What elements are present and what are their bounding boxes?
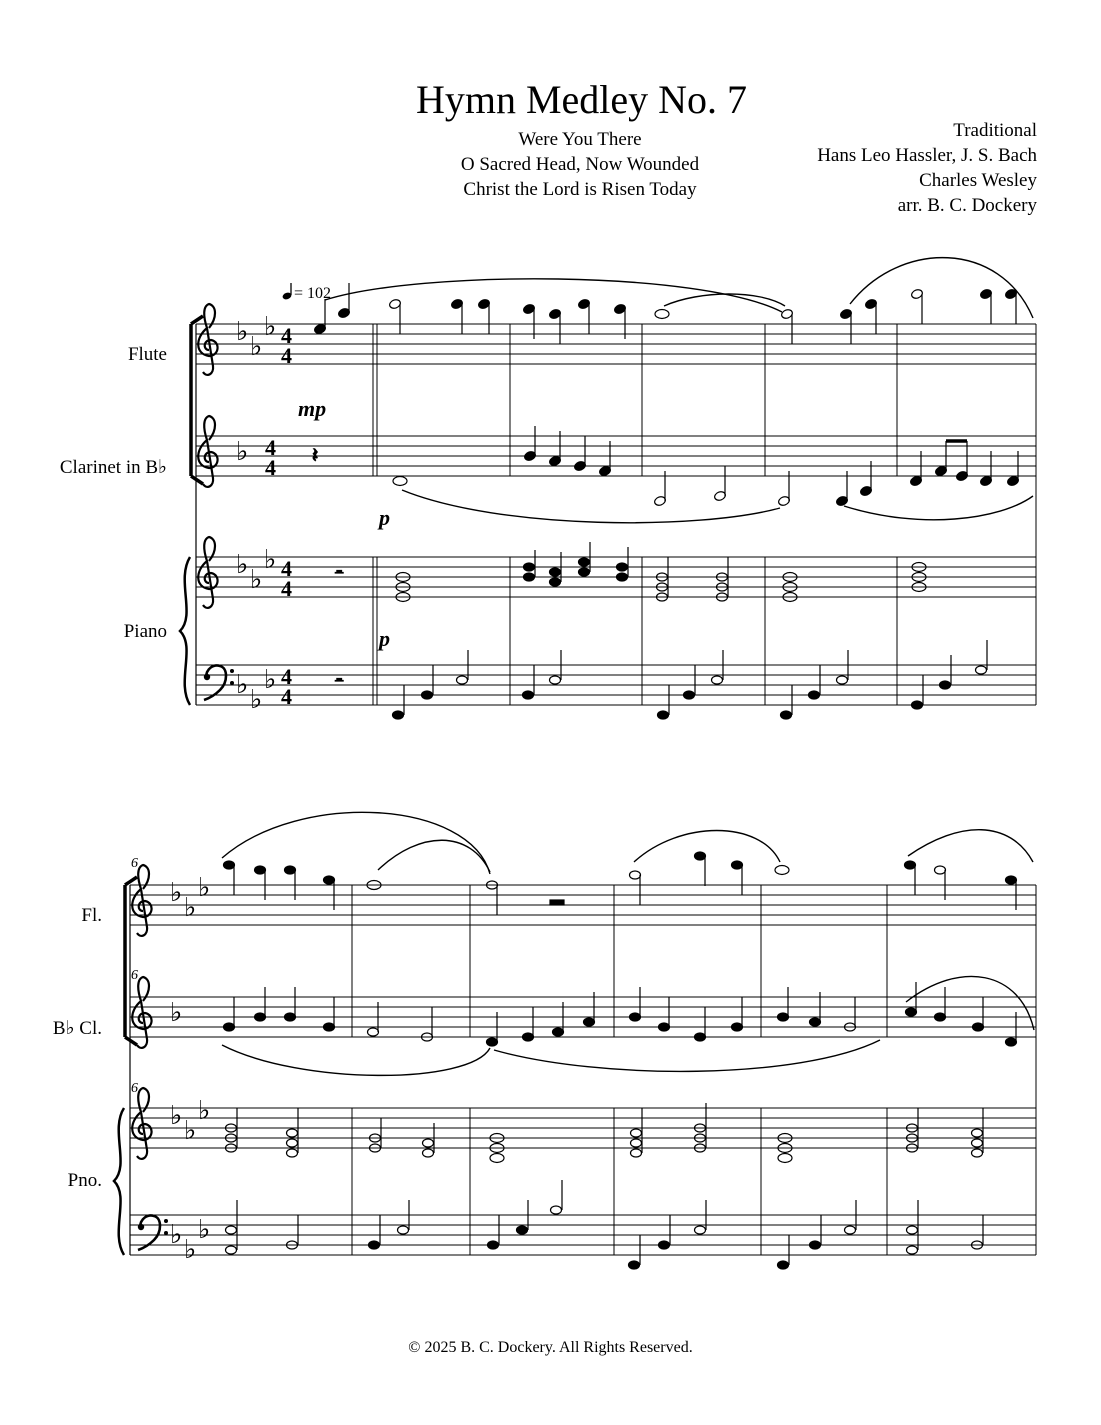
- svg-text:4: 4: [265, 435, 276, 460]
- svg-text:♭: ♭: [170, 878, 183, 907]
- svg-text:♭: ♭: [236, 317, 249, 346]
- svg-text:4: 4: [281, 576, 292, 601]
- svg-text:♭: ♭: [170, 1101, 183, 1130]
- svg-text:♭: ♭: [236, 670, 249, 699]
- system-2: [114, 812, 1036, 1269]
- instrument-label-flute-short: Fl.: [81, 905, 102, 926]
- dynamic-mark-clarinet: p: [379, 505, 390, 530]
- svg-text:♭: ♭: [250, 332, 263, 361]
- svg-text:♭: ♭: [250, 685, 263, 714]
- measure-number: 6: [131, 1081, 138, 1096]
- composer-line: Hans Leo Hassler, J. S. Bach: [817, 145, 1037, 166]
- svg-text:♭: ♭: [236, 550, 249, 579]
- svg-text:♭: ♭: [184, 1235, 197, 1264]
- tempo-value: = 102: [294, 285, 332, 302]
- svg-text:4: 4: [281, 343, 292, 368]
- page-title: Hymn Medley No. 7: [415, 77, 748, 122]
- measure-number: 6: [131, 968, 138, 983]
- dynamic-mark-piano: p: [379, 626, 390, 651]
- copyright-notice: © 2025 B. C. Dockery. All Rights Reserved.: [408, 1339, 693, 1356]
- svg-text:♭: ♭: [184, 893, 197, 922]
- svg-text:𝄼: 𝄼: [335, 669, 344, 694]
- svg-text:4: 4: [281, 556, 292, 581]
- svg-text:♭: ♭: [198, 1215, 211, 1244]
- composer-line: arr. B. C. Dockery: [897, 195, 1037, 216]
- dynamic-mark-flute: mp: [298, 396, 327, 421]
- instrument-label-clarinet: Clarinet in B♭: [59, 457, 167, 478]
- subtitle-line: O Sacred Head, Now Wounded: [460, 154, 700, 175]
- instrument-label-clarinet-short: B♭ Cl.: [52, 1018, 102, 1039]
- subtitle-line: Were You There: [518, 129, 642, 150]
- svg-text:♭: ♭: [184, 1116, 197, 1145]
- composer-line: Charles Wesley: [919, 170, 1037, 191]
- composer-line: Traditional: [953, 120, 1037, 141]
- measure-number: 6: [131, 856, 138, 871]
- svg-text:♭: ♭: [236, 437, 249, 466]
- svg-text:♭: ♭: [264, 312, 277, 341]
- subtitle-line: Christ the Lord is Risen Today: [463, 179, 697, 200]
- instrument-label-piano: Piano: [123, 621, 167, 642]
- svg-text:𝄽: 𝄽: [312, 445, 319, 467]
- svg-text:4: 4: [281, 323, 292, 348]
- svg-text:𝄼: 𝄼: [335, 561, 344, 586]
- instrument-label-flute: Flute: [127, 344, 167, 365]
- svg-text:♭: ♭: [170, 998, 183, 1027]
- svg-text:♭: ♭: [198, 1096, 211, 1125]
- svg-text:♭: ♭: [264, 665, 277, 694]
- svg-text:♭: ♭: [250, 565, 263, 594]
- system-1: [180, 258, 1036, 719]
- svg-text:♭: ♭: [264, 545, 277, 574]
- svg-text:♭: ♭: [170, 1220, 183, 1249]
- svg-text:4: 4: [281, 684, 292, 709]
- svg-text:4: 4: [281, 664, 292, 689]
- svg-text:4: 4: [265, 455, 276, 480]
- svg-text:♭: ♭: [198, 873, 211, 902]
- instrument-label-piano-short: Pno.: [67, 1170, 102, 1191]
